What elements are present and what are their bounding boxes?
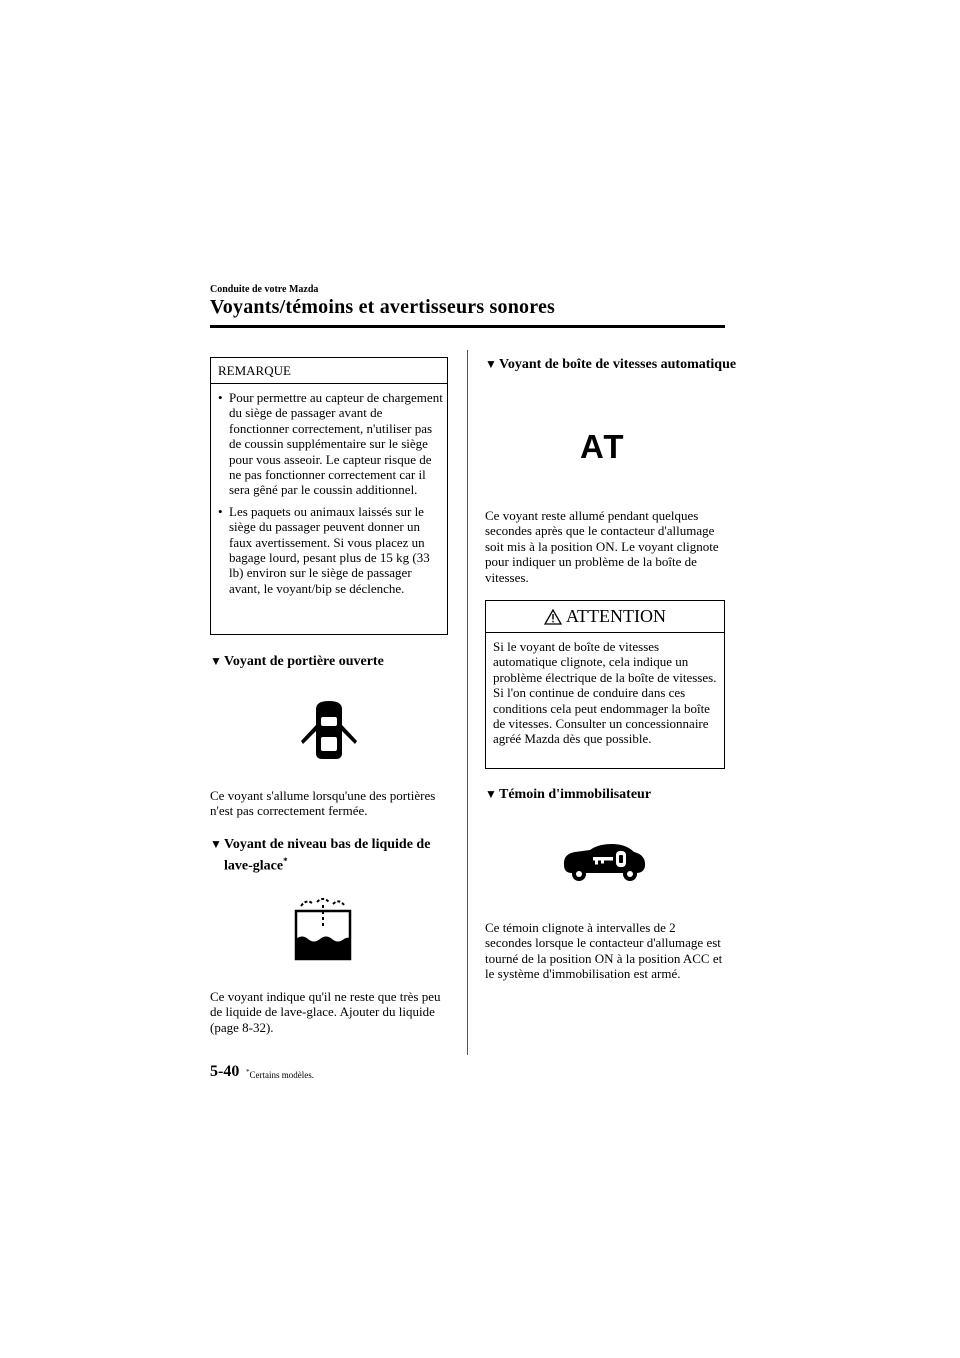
immobilizer-icon (560, 840, 648, 884)
warning-title-text: ATTENTION (566, 606, 666, 626)
note-list (211, 384, 447, 596)
note-item: • Pour permettre au capteur de chargement du siège de passager avant de fonctionner correctement, n'utiliser pas de coussin supplémentaire sur le siège pour vous asseoir. Le capteur risque de ne pas fonctionner correctement car il sera gêné par le coussin additionnel. (218, 390, 444, 498)
triangle-bullet-icon: ▼ (485, 787, 497, 801)
door-ajar-icon (296, 697, 362, 763)
footnote (246, 1068, 314, 1080)
heading-text: Voyant de portière ouverte (224, 654, 384, 669)
door-ajar-text: Ce voyant s'allume lorsqu'une des portières n'est pas correctement fermée. (210, 788, 436, 819)
heading-automatic-transmission (485, 356, 739, 373)
heading-text: Voyant de niveau bas de liquide de lave-glace (224, 837, 431, 874)
heading-door-ajar (210, 653, 462, 670)
note-title: REMARQUE (211, 358, 447, 384)
at-warning-icon: AT (580, 428, 626, 465)
heading-text: Témoin d'immobilisateur (499, 787, 652, 802)
triangle-bullet-icon: ▼ (210, 654, 222, 668)
washer-fluid-icon (293, 893, 353, 963)
title-rule (210, 325, 725, 328)
washer-fluid-text: Ce voyant indique qu'il ne reste que très peu de liquide de lave-glace. Ajouter du liquide (page 8-32). (210, 989, 441, 1035)
heading-immobilizer (485, 786, 739, 803)
heading-text: Voyant de boîte de vitesses automatique (499, 357, 737, 372)
triangle-bullet-icon: ▼ (485, 357, 497, 371)
page-title: Voyants/témoins et avertisseurs sonores (210, 296, 556, 318)
column-divider (467, 350, 468, 1055)
model-marker: * (283, 856, 288, 866)
warning-title (486, 601, 724, 633)
footnote-text: Certains modèles. (249, 1070, 314, 1080)
automatic-transmission-text: Ce voyant reste allumé pendant quelques secondes après que le contacteur d'allumage soit mis à la position ON. Le voyant clignote pour indiquer un problème de la boîte de vitesses. (485, 508, 719, 585)
note-item: • Les paquets ou animaux laissés sur le siège du passager peuvent donner un faux avertissement. Si vous placez un bagage lourd, pesant plus de 15 kg (33 lb) environ sur le siège de passager avant, le voyant/bip se déclenche. (218, 504, 444, 596)
note-box (210, 357, 448, 635)
page-number: 5-40 (210, 1063, 240, 1080)
caution-triangle-icon (544, 609, 562, 625)
warning-text: Si le voyant de boîte de vitesses automatique clignote, cela indique un problème électrique de la boîte de vitesses. Si l'on continue de conduire dans ces conditions cela peut endommager la boîte de vitesses. Consulter un concessionnaire agréé Mazda dès que possible. (493, 639, 717, 747)
section-label: Conduite de votre Mazda (210, 284, 319, 295)
heading-washer-fluid (210, 836, 462, 875)
immobilizer-text: Ce témoin clignote à intervalles de 2 secondes lorsque le contacteur d'allumage est tourné de la position ON à la position ACC et le système d'immobilisation est armé. (485, 920, 723, 982)
triangle-bullet-icon: ▼ (210, 837, 222, 851)
footnote-marker: * (246, 1068, 250, 1076)
warning-box (485, 600, 725, 769)
